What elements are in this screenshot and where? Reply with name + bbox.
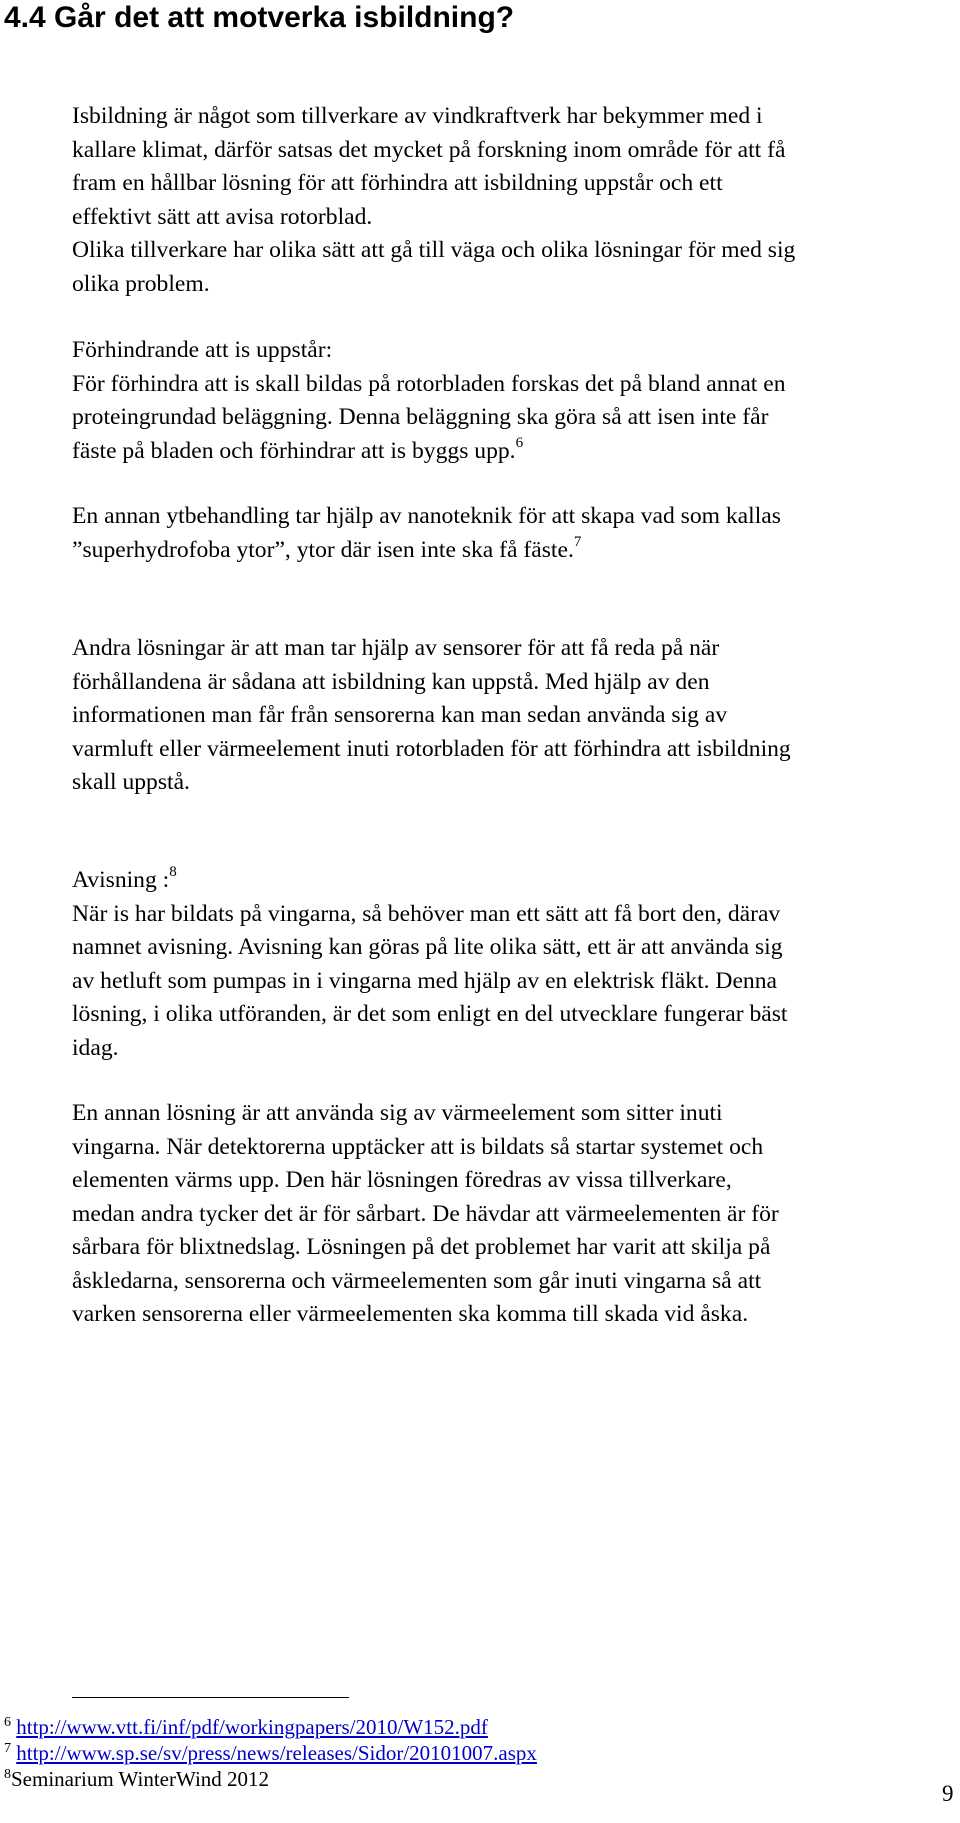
- text-line: En annan lösning är att använda sig av värmeelement som sitter inuti: [72, 1100, 723, 1126]
- subheading-deicing: Avisning :: [72, 867, 170, 893]
- text-line: kallare klimat, därför satsas det mycket på forskning inom område för att få: [72, 136, 786, 163]
- paragraph-heating-elements: [72, 1097, 956, 1332]
- paragraph-nanotech: [72, 500, 956, 567]
- text-line: En annan ytbehandling tar hjälp av nanoteknik för att skapa vad som kallas: [72, 503, 781, 529]
- paragraph-prevention: [72, 334, 956, 468]
- footnote-text: Seminarium WinterWind 2012: [11, 1767, 270, 1791]
- footnote-number: 7: [4, 1741, 11, 1756]
- paragraph-deicing: [72, 864, 956, 1065]
- text-line: medan andra tycker det är för sårbart. De hävdar att värmeelementen är för: [72, 1200, 779, 1227]
- text-line: [72, 435, 956, 469]
- text-line: Olika tillverkare har olika sätt att gå till väga och olika lösningar för med sig: [72, 237, 796, 263]
- footnote-separator: [72, 1697, 349, 1698]
- footnote-ref[interactable]: 7: [573, 533, 582, 550]
- text-line: av hetluft som pumpas in i vingarna med hjälp av en elektrisk fläkt. Denna: [72, 967, 778, 994]
- text-line: När is har bildats på vingarna, så behöver man ett sätt att få bort den, därav: [72, 900, 781, 927]
- text-line: elementen värms upp. Den här lösningen föredras av vissa tillverkare,: [72, 1167, 732, 1193]
- footnote-link[interactable]: http://www.vtt.fi/inf/pdf/workingpapers/2010/W152.pdf: [16, 1715, 488, 1739]
- text-line: informationen man får från sensorerna kan man sedan använda sig av: [72, 702, 728, 728]
- text-line: förhållandena är sådana att isbildning kan uppstå. Med hjälp av den: [72, 668, 710, 695]
- page-number: 9: [942, 1781, 954, 1806]
- footnote-ref[interactable]: 8: [169, 864, 177, 880]
- text-line: fram en hållbar lösning för att förhindra att isbildning uppstår och ett: [72, 170, 723, 196]
- text-line: [72, 534, 956, 568]
- footnote-link[interactable]: http://www.sp.se/sv/press/news/releases/Sidor/20101007.aspx: [16, 1741, 537, 1765]
- footnote-number: 8: [4, 1767, 11, 1782]
- text-line: skall uppstå.: [72, 769, 190, 795]
- text-line: olika problem.: [72, 270, 210, 297]
- text-line: namnet avisning. Avisning kan göras på lite olika sätt, ett är att använda sig: [72, 934, 783, 960]
- text-line: Andra lösningar är att man tar hjälp av sensorer för att få reda på när: [72, 635, 720, 661]
- text-line: proteingrundad beläggning. Denna beläggning ska göra så att isen inte får: [72, 404, 769, 430]
- text-line-content: fäste på bladen och förhindrar att is byggs upp.: [72, 437, 516, 464]
- paragraph-intro: [72, 100, 956, 234]
- subheading-line: [72, 864, 956, 898]
- paragraph-manufacturers: [72, 234, 956, 301]
- text-line: Förhindrande att is uppstår:: [72, 337, 333, 363]
- footnote-number: 6: [4, 1715, 11, 1730]
- text-line: lösning, i olika utföranden, är det som enligt en del utvecklare fungerar bäst: [72, 1001, 788, 1027]
- paragraph-sensors: [72, 632, 956, 800]
- footnote-7: [4, 1740, 537, 1766]
- footnote-8: [4, 1766, 269, 1792]
- footnote-ref[interactable]: 6: [515, 434, 524, 451]
- text-line: effektivt sätt att avisa rotorblad.: [72, 203, 373, 230]
- text-line: sårbara för blixtnedslag. Lösningen på det problemet har varit att skilja på: [72, 1234, 771, 1260]
- text-line: åskledarna, sensorerna och värmeelementen som går inuti vingarna så att: [72, 1267, 762, 1294]
- text-line: Isbildning är något som tillverkare av vindkraftverk har bekymmer med i: [72, 103, 763, 129]
- text-line: För förhindra att is skall bildas på rotorbladen forskas det på bland annat en: [72, 370, 786, 397]
- text-line: idag.: [72, 1034, 119, 1061]
- footnote-6: [4, 1714, 488, 1740]
- text-line: varken sensorerna eller värmeelementen ska komma till skada vid åska.: [72, 1301, 749, 1327]
- text-line: vingarna. När detektorerna upptäcker att is bildats så startar systemet och: [72, 1133, 764, 1160]
- text-line: varmluft eller värmeelement inuti rotorbladen för att förhindra att isbildning: [72, 735, 791, 762]
- text-line-content: ”superhydrofoba ytor”, ytor där isen inte ska få fäste.: [72, 536, 574, 563]
- section-heading: 4.4 Går det att motverka isbildning?: [4, 1, 515, 34]
